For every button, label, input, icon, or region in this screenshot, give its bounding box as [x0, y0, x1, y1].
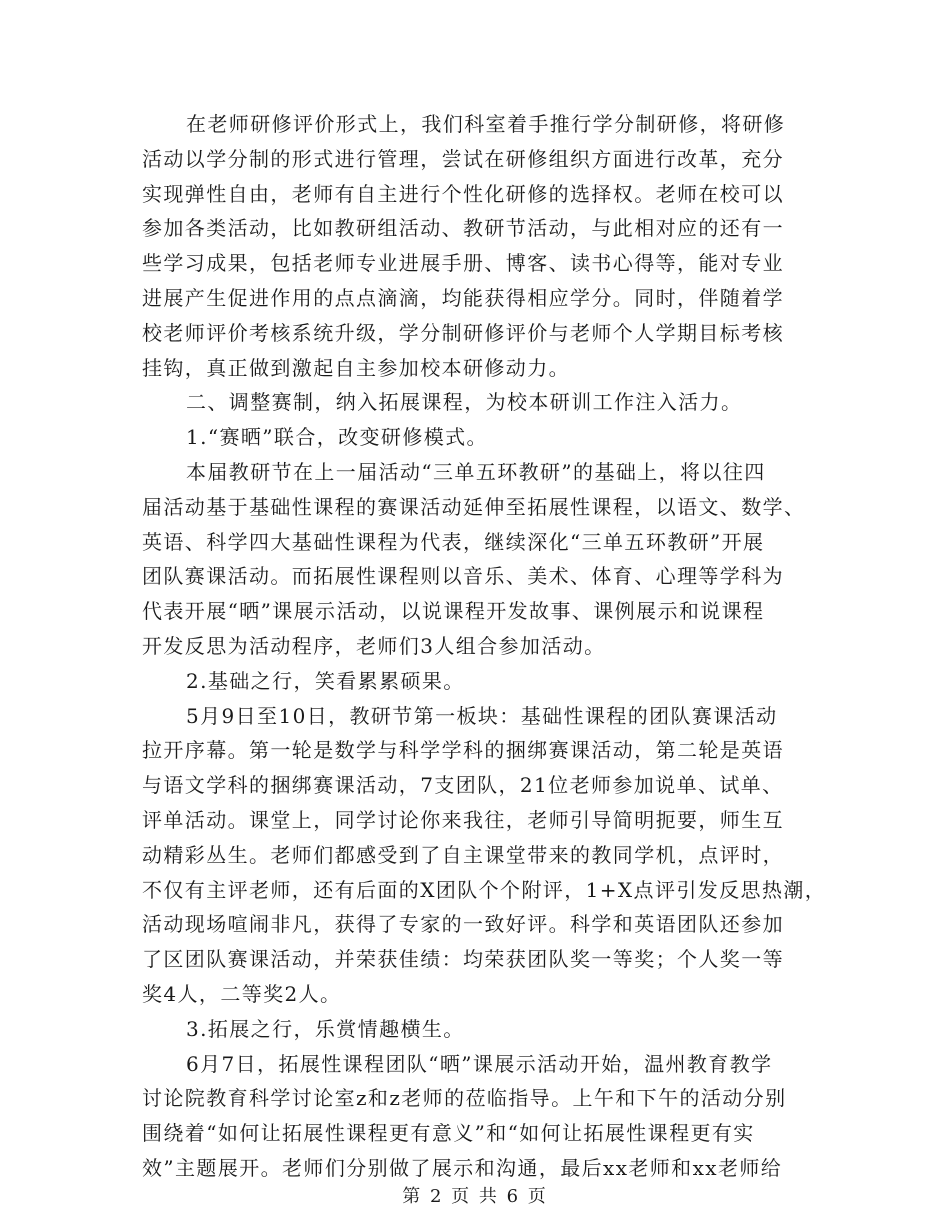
- text-line: 1.“赛晒”联合，改变研修模式。: [186, 425, 488, 450]
- text-line: 进展产生促进作用的点点滴滴，均能获得相应学分。同时，伴随着学: [142, 285, 784, 310]
- text-line: 效”主题展开。老师们分别做了展示和沟通，最后xx老师和xx老师给: [142, 1155, 783, 1180]
- text-line: 挂钩，真正做到激起自主参加校本研修动力。: [142, 355, 570, 380]
- page-footer: 第 2 页 共 6 页: [402, 1186, 548, 1207]
- text-line: 6月7日，拓展性课程团队“晒”课展示活动开始，温州教育教学: [186, 1051, 773, 1076]
- text-line: 奖4人，二等奖2人。: [142, 981, 342, 1006]
- document-body: [142, 107, 827, 1186]
- text-line: 不仅有主评老师，还有后面的X团队个个附评，1+X点评引发反思热潮，: [142, 877, 827, 902]
- text-line: 参加各类活动，比如教研组活动、教研节活动，与此相对应的还有一: [142, 216, 784, 241]
- text-line: 英语、科学四大基础性课程为代表，继续深化“三单五环教研”开展: [142, 529, 765, 554]
- text-line: 团队赛课活动。而拓展性课程则以音乐、美术、体育、心理等学科为: [142, 564, 784, 589]
- text-line: 3.拓展之行，乐赏情趣横生。: [186, 1016, 465, 1041]
- text-line: 活动现场喧闹非凡，获得了专家的一致好评。科学和英语团队还参加: [142, 912, 784, 937]
- text-line: 些学习成果，包括老师专业进展手册、博客、读书心得等，能对专业: [142, 251, 784, 276]
- text-line: 了区团队赛课活动，并荣获佳绩：均荣获团队奖一等奖；个人奖一等: [142, 947, 784, 972]
- text-line: 本届教研节在上一届活动“三单五环教研”的基础上，将以往四: [186, 459, 766, 484]
- text-line: 拉开序幕。第一轮是数学与科学学科的捆绑赛课活动，第二轮是英语: [142, 738, 784, 763]
- text-line: 活动以学分制的形式进行管理，尝试在研修组织方面进行改革，充分: [142, 146, 784, 171]
- text-line: 校老师评价考核系统升级，学分制研修评价与老师个人学期目标考核: [142, 320, 784, 345]
- text-line: 代表开展“晒”课展示活动，以说课程开发故事、课例展示和说课程: [142, 599, 765, 624]
- text-line: 5月9日至10日，教研节第一板块：基础性课程的团队赛课活动: [186, 703, 778, 728]
- text-line: 二、调整赛制，纳入拓展课程，为校本研训工作注入活力。: [186, 390, 743, 415]
- text-line: 届活动基于基础性课程的赛课活动延伸至拓展性课程，以语文、数学、: [142, 494, 806, 519]
- text-line: 讨论院教育科学讨论室z和z老师的莅临指导。上午和下午的活动分别: [142, 1086, 787, 1111]
- text-line: 2.基础之行，笑看累累硕果。: [186, 668, 465, 693]
- text-line: 在老师研修评价形式上，我们科室着手推行学分制研修，将研修: [186, 112, 786, 136]
- text-line: 动精彩丛生。老师们都感受到了自主课堂带来的教同学机，点评时，: [142, 842, 784, 867]
- text-line: 实现弹性自由，老师有自主进行个性化研修的选择权。老师在校可以: [142, 181, 784, 206]
- text-line: 开发反思为活动程序，老师们3人组合参加活动。: [142, 633, 606, 658]
- text-line: 围绕着“如何让拓展性课程更有意义”和“如何让拓展性课程更有实: [142, 1121, 755, 1146]
- text-line: 评单活动。课堂上，同学讨论你来我往，老师引导简明扼要，师生互: [142, 807, 784, 832]
- text-line: 与语文学科的捆绑赛课活动，7支团队，21位老师参加说单、试单、: [142, 773, 784, 798]
